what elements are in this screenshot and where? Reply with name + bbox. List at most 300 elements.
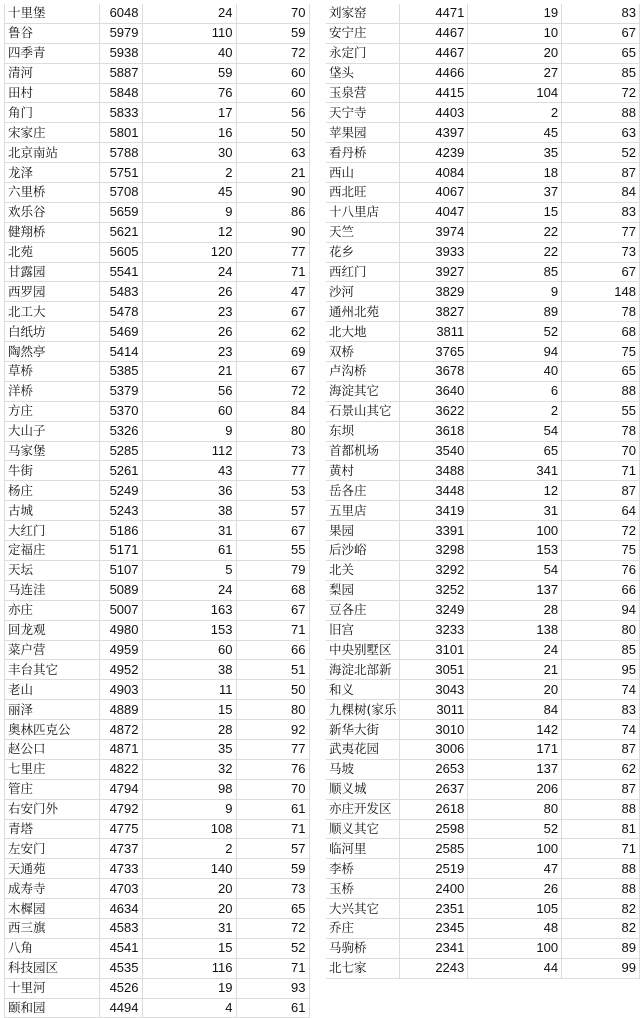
cell-value[interactable]: 3011 [400,700,468,720]
cell-count[interactable]: 108 [142,819,236,839]
cell-district[interactable]: 五里店 [326,501,400,521]
cell-value[interactable]: 4737 [99,839,142,859]
cell-count[interactable]: 85 [468,262,562,282]
cell-value[interactable]: 3540 [400,441,468,461]
cell-value[interactable]: 3419 [400,501,468,521]
cell-days[interactable]: 56 [236,103,309,123]
cell-days[interactable]: 71 [562,839,640,859]
cell-count[interactable]: 76 [142,83,236,103]
cell-count[interactable]: 94 [468,342,562,362]
cell-value[interactable]: 3678 [400,362,468,382]
cell-count[interactable]: 153 [468,541,562,561]
cell-district[interactable]: 奥林匹克公 [5,720,99,740]
cell-days[interactable]: 87 [562,481,640,501]
cell-district[interactable]: 马驹桥 [326,938,400,958]
cell-district[interactable]: 永定门 [326,43,400,63]
cell-count[interactable]: 52 [468,322,562,342]
cell-count[interactable]: 4 [142,998,236,1018]
cell-count[interactable]: 105 [468,899,562,919]
cell-days[interactable]: 61 [236,799,309,819]
cell-value[interactable]: 3622 [400,401,468,421]
cell-district[interactable]: 北七家 [326,958,400,978]
cell-value[interactable]: 4822 [99,759,142,779]
cell-value[interactable]: 4792 [99,799,142,819]
cell-value[interactable]: 4775 [99,819,142,839]
cell-value[interactable]: 3618 [400,421,468,441]
cell-district[interactable]: 中央别墅区 [326,640,400,660]
cell-district[interactable]: 方庄 [5,401,99,421]
cell-days[interactable]: 86 [236,202,309,222]
cell-value[interactable]: 5621 [99,222,142,242]
cell-count[interactable]: 110 [142,23,236,43]
cell-count[interactable]: 6 [468,381,562,401]
cell-count[interactable]: 18 [468,163,562,183]
cell-value[interactable]: 3051 [400,660,468,680]
cell-days[interactable]: 65 [562,43,640,63]
cell-days[interactable]: 53 [236,481,309,501]
cell-days[interactable]: 87 [562,163,640,183]
cell-count[interactable]: 100 [468,521,562,541]
cell-days[interactable]: 59 [236,23,309,43]
cell-district[interactable]: 乔庄 [326,918,400,938]
cell-district[interactable]: 七里庄 [5,759,99,779]
cell-count[interactable]: 100 [468,938,562,958]
cell-value[interactable]: 5605 [99,242,142,262]
cell-district[interactable]: 左安门 [5,839,99,859]
cell-value[interactable]: 2618 [400,799,468,819]
cell-district[interactable]: 十八里店 [326,202,400,222]
cell-district[interactable]: 刘家窑 [326,4,400,23]
cell-value[interactable]: 5089 [99,580,142,600]
cell-days[interactable]: 51 [236,660,309,680]
cell-value[interactable]: 4889 [99,700,142,720]
cell-district[interactable]: 北工大 [5,302,99,322]
cell-days[interactable]: 87 [562,779,640,799]
cell-district[interactable]: 东坝 [326,421,400,441]
cell-district[interactable]: 赵公口 [5,739,99,759]
cell-days[interactable]: 94 [562,600,640,620]
cell-count[interactable]: 43 [142,461,236,481]
cell-district[interactable]: 北大地 [326,322,400,342]
cell-days[interactable]: 60 [236,83,309,103]
cell-days[interactable]: 55 [236,541,309,561]
cell-days[interactable]: 75 [562,342,640,362]
cell-district[interactable]: 十里堡 [5,4,99,23]
cell-value[interactable]: 5107 [99,560,142,580]
cell-count[interactable]: 19 [142,978,236,998]
cell-value[interactable]: 4397 [400,123,468,143]
cell-value[interactable]: 5249 [99,481,142,501]
cell-district[interactable]: 临河里 [326,839,400,859]
cell-district[interactable]: 李桥 [326,859,400,879]
cell-district[interactable]: 首都机场 [326,441,400,461]
cell-count[interactable]: 15 [142,700,236,720]
cell-count[interactable]: 45 [142,183,236,203]
cell-days[interactable]: 77 [236,242,309,262]
cell-days[interactable]: 59 [236,859,309,879]
cell-count[interactable]: 35 [468,143,562,163]
cell-district[interactable]: 田村 [5,83,99,103]
cell-days[interactable]: 79 [236,560,309,580]
cell-count[interactable]: 138 [468,620,562,640]
cell-district[interactable]: 马连洼 [5,580,99,600]
cell-days[interactable]: 89 [562,938,640,958]
cell-district[interactable]: 丰台其它 [5,660,99,680]
cell-district[interactable]: 黄村 [326,461,400,481]
cell-value[interactable]: 4466 [400,63,468,83]
cell-count[interactable]: 153 [142,620,236,640]
cell-district[interactable]: 看丹桥 [326,143,400,163]
cell-days[interactable]: 67 [236,362,309,382]
cell-value[interactable]: 4239 [400,143,468,163]
cell-district[interactable]: 大红门 [5,521,99,541]
cell-district[interactable]: 白纸坊 [5,322,99,342]
cell-district[interactable]: 健翔桥 [5,222,99,242]
cell-days[interactable]: 66 [562,580,640,600]
cell-value[interactable]: 3927 [400,262,468,282]
cell-value[interactable]: 5848 [99,83,142,103]
cell-value[interactable]: 2637 [400,779,468,799]
cell-count[interactable]: 22 [468,222,562,242]
cell-value[interactable]: 5414 [99,342,142,362]
cell-district[interactable]: 顺义城 [326,779,400,799]
cell-days[interactable]: 64 [562,501,640,521]
cell-count[interactable]: 30 [142,143,236,163]
cell-count[interactable]: 28 [142,720,236,740]
cell-days[interactable]: 87 [562,739,640,759]
cell-days[interactable]: 82 [562,899,640,919]
cell-district[interactable]: 菜户营 [5,640,99,660]
cell-value[interactable]: 3448 [400,481,468,501]
cell-value[interactable]: 4494 [99,998,142,1018]
cell-days[interactable]: 83 [562,700,640,720]
cell-value[interactable]: 4467 [400,23,468,43]
cell-value[interactable]: 3765 [400,342,468,362]
cell-value[interactable]: 3010 [400,720,468,740]
cell-value[interactable]: 5171 [99,541,142,561]
cell-days[interactable]: 67 [236,521,309,541]
cell-district[interactable]: 右安门外 [5,799,99,819]
cell-value[interactable]: 3640 [400,381,468,401]
cell-district[interactable]: 清河 [5,63,99,83]
cell-district[interactable]: 老山 [5,680,99,700]
cell-days[interactable]: 50 [236,680,309,700]
cell-district[interactable]: 木樨园 [5,899,99,919]
cell-days[interactable]: 52 [236,938,309,958]
cell-value[interactable]: 2400 [400,879,468,899]
cell-days[interactable]: 68 [562,322,640,342]
cell-district[interactable]: 亦庄 [5,600,99,620]
cell-count[interactable]: 28 [468,600,562,620]
cell-district[interactable]: 四季青 [5,43,99,63]
cell-count[interactable]: 60 [142,640,236,660]
cell-count[interactable]: 15 [142,938,236,958]
cell-district[interactable]: 天坛 [5,560,99,580]
cell-district[interactable]: 成寿寺 [5,879,99,899]
cell-value[interactable]: 3233 [400,620,468,640]
cell-district[interactable]: 马坡 [326,759,400,779]
cell-count[interactable]: 37 [468,183,562,203]
cell-count[interactable]: 15 [468,202,562,222]
cell-count[interactable]: 36 [142,481,236,501]
cell-days[interactable]: 77 [236,739,309,759]
cell-days[interactable]: 52 [562,143,640,163]
cell-days[interactable]: 71 [562,461,640,481]
cell-value[interactable]: 5326 [99,421,142,441]
cell-days[interactable]: 84 [236,401,309,421]
cell-value[interactable]: 5938 [99,43,142,63]
cell-count[interactable]: 9 [142,799,236,819]
cell-value[interactable]: 4471 [400,4,468,23]
cell-value[interactable]: 5708 [99,183,142,203]
cell-district[interactable]: 海淀其它 [326,381,400,401]
cell-value[interactable]: 5483 [99,282,142,302]
cell-value[interactable]: 3249 [400,600,468,620]
cell-days[interactable]: 90 [236,183,309,203]
cell-district[interactable]: 顺义其它 [326,819,400,839]
cell-value[interactable]: 4467 [400,43,468,63]
cell-district[interactable]: 青塔 [5,819,99,839]
cell-count[interactable]: 16 [142,123,236,143]
cell-count[interactable]: 116 [142,958,236,978]
cell-value[interactable]: 5478 [99,302,142,322]
cell-count[interactable]: 89 [468,302,562,322]
cell-district[interactable]: 大兴其它 [326,899,400,919]
cell-count[interactable]: 20 [468,43,562,63]
cell-count[interactable]: 137 [468,580,562,600]
cell-days[interactable]: 61 [236,998,309,1018]
cell-district[interactable]: 天宁寺 [326,103,400,123]
cell-days[interactable]: 74 [562,720,640,740]
cell-days[interactable]: 73 [236,879,309,899]
cell-days[interactable]: 88 [562,381,640,401]
cell-count[interactable]: 52 [468,819,562,839]
cell-count[interactable]: 140 [142,859,236,879]
cell-days[interactable]: 80 [236,700,309,720]
cell-days[interactable]: 71 [236,262,309,282]
cell-district[interactable]: 和义 [326,680,400,700]
cell-value[interactable]: 5385 [99,362,142,382]
cell-district[interactable]: 天通苑 [5,859,99,879]
cell-district[interactable]: 欢乐谷 [5,202,99,222]
cell-value[interactable]: 4794 [99,779,142,799]
cell-days[interactable]: 88 [562,879,640,899]
cell-days[interactable]: 85 [562,63,640,83]
cell-days[interactable]: 62 [236,322,309,342]
cell-value[interactable]: 2585 [400,839,468,859]
cell-days[interactable]: 78 [562,421,640,441]
cell-days[interactable]: 71 [236,819,309,839]
cell-days[interactable]: 70 [236,779,309,799]
cell-value[interactable]: 3488 [400,461,468,481]
cell-count[interactable]: 26 [468,879,562,899]
cell-value[interactable]: 2598 [400,819,468,839]
cell-count[interactable]: 47 [468,859,562,879]
cell-count[interactable]: 21 [468,660,562,680]
cell-days[interactable]: 50 [236,123,309,143]
cell-district[interactable]: 颐和园 [5,998,99,1018]
cell-days[interactable]: 88 [562,859,640,879]
cell-value[interactable]: 4634 [99,899,142,919]
cell-value[interactable]: 3933 [400,242,468,262]
cell-value[interactable]: 2519 [400,859,468,879]
cell-district[interactable]: 梨园 [326,580,400,600]
cell-count[interactable]: 98 [142,779,236,799]
cell-value[interactable]: 5801 [99,123,142,143]
cell-count[interactable]: 5 [142,560,236,580]
cell-count[interactable]: 23 [142,302,236,322]
cell-value[interactable]: 4535 [99,958,142,978]
cell-district[interactable]: 玉桥 [326,879,400,899]
cell-days[interactable]: 83 [562,4,640,23]
cell-value[interactable]: 5659 [99,202,142,222]
cell-count[interactable]: 65 [468,441,562,461]
cell-days[interactable]: 78 [562,302,640,322]
cell-district[interactable]: 苹果园 [326,123,400,143]
cell-value[interactable]: 3391 [400,521,468,541]
cell-count[interactable]: 137 [468,759,562,779]
cell-district[interactable]: 旧宫 [326,620,400,640]
cell-value[interactable]: 4703 [99,879,142,899]
cell-district[interactable]: 牛街 [5,461,99,481]
cell-district[interactable]: 垡头 [326,63,400,83]
cell-value[interactable]: 2351 [400,899,468,919]
cell-district[interactable]: 八角 [5,938,99,958]
cell-value[interactable]: 4959 [99,640,142,660]
cell-value[interactable]: 2345 [400,918,468,938]
cell-days[interactable]: 95 [562,660,640,680]
cell-count[interactable]: 341 [468,461,562,481]
cell-value[interactable]: 3043 [400,680,468,700]
cell-district[interactable]: 玉泉营 [326,83,400,103]
cell-value[interactable]: 3006 [400,739,468,759]
cell-days[interactable]: 80 [562,620,640,640]
cell-count[interactable]: 12 [468,481,562,501]
cell-value[interactable]: 5887 [99,63,142,83]
cell-count[interactable]: 171 [468,739,562,759]
cell-value[interactable]: 3827 [400,302,468,322]
cell-days[interactable]: 77 [562,222,640,242]
cell-value[interactable]: 4733 [99,859,142,879]
cell-count[interactable]: 27 [468,63,562,83]
cell-district[interactable]: 古城 [5,501,99,521]
cell-district[interactable]: 西红门 [326,262,400,282]
cell-days[interactable]: 65 [562,362,640,382]
cell-count[interactable]: 54 [468,421,562,441]
cell-district[interactable]: 北京南站 [5,143,99,163]
cell-value[interactable]: 5379 [99,381,142,401]
cell-count[interactable]: 24 [142,4,236,23]
cell-count[interactable]: 32 [142,759,236,779]
cell-count[interactable]: 23 [142,342,236,362]
cell-value[interactable]: 5186 [99,521,142,541]
cell-count[interactable]: 2 [468,401,562,421]
cell-days[interactable]: 62 [562,759,640,779]
cell-district[interactable]: 北关 [326,560,400,580]
cell-value[interactable]: 6048 [99,4,142,23]
cell-days[interactable]: 65 [236,899,309,919]
cell-days[interactable]: 73 [562,242,640,262]
cell-days[interactable]: 93 [236,978,309,998]
cell-count[interactable]: 9 [468,282,562,302]
cell-district[interactable]: 管庄 [5,779,99,799]
cell-value[interactable]: 4980 [99,620,142,640]
cell-district[interactable]: 科技园区 [5,958,99,978]
cell-value[interactable]: 5243 [99,501,142,521]
cell-days[interactable]: 72 [236,43,309,63]
cell-count[interactable]: 2 [142,163,236,183]
cell-district[interactable]: 后沙峪 [326,541,400,561]
cell-count[interactable]: 40 [468,362,562,382]
cell-value[interactable]: 5979 [99,23,142,43]
cell-count[interactable]: 44 [468,958,562,978]
cell-district[interactable]: 十里河 [5,978,99,998]
cell-count[interactable]: 9 [142,421,236,441]
cell-days[interactable]: 70 [236,4,309,23]
cell-count[interactable]: 80 [468,799,562,819]
cell-district[interactable]: 石景山其它 [326,401,400,421]
cell-district[interactable]: 角门 [5,103,99,123]
cell-days[interactable]: 67 [562,262,640,282]
cell-count[interactable]: 38 [142,660,236,680]
cell-value[interactable]: 3298 [400,541,468,561]
cell-value[interactable]: 5261 [99,461,142,481]
cell-district[interactable]: 天竺 [326,222,400,242]
cell-count[interactable]: 24 [468,640,562,660]
cell-district[interactable]: 沙河 [326,282,400,302]
cell-days[interactable]: 60 [236,63,309,83]
cell-district[interactable]: 西山 [326,163,400,183]
cell-count[interactable]: 22 [468,242,562,262]
cell-district[interactable]: 六里桥 [5,183,99,203]
cell-district[interactable]: 马家堡 [5,441,99,461]
cell-count[interactable]: 11 [142,680,236,700]
cell-district[interactable]: 西北旺 [326,183,400,203]
cell-count[interactable]: 26 [142,282,236,302]
cell-count[interactable]: 26 [142,322,236,342]
cell-days[interactable]: 83 [562,202,640,222]
cell-days[interactable]: 66 [236,640,309,660]
cell-district[interactable]: 北苑 [5,242,99,262]
cell-count[interactable]: 24 [142,580,236,600]
cell-count[interactable]: 48 [468,918,562,938]
cell-value[interactable]: 4903 [99,680,142,700]
cell-days[interactable]: 67 [236,302,309,322]
cell-count[interactable]: 31 [468,501,562,521]
cell-district[interactable]: 大山子 [5,421,99,441]
cell-district[interactable]: 武夷花园 [326,739,400,759]
cell-count[interactable]: 20 [142,879,236,899]
cell-value[interactable]: 5541 [99,262,142,282]
cell-value[interactable]: 4415 [400,83,468,103]
cell-value[interactable]: 3252 [400,580,468,600]
cell-days[interactable]: 90 [236,222,309,242]
cell-count[interactable]: 9 [142,202,236,222]
cell-count[interactable]: 54 [468,560,562,580]
cell-district[interactable]: 海淀北部新 [326,660,400,680]
cell-days[interactable]: 75 [562,541,640,561]
cell-count[interactable]: 2 [142,839,236,859]
cell-value[interactable]: 5788 [99,143,142,163]
cell-district[interactable]: 甘露园 [5,262,99,282]
cell-district[interactable]: 宋家庄 [5,123,99,143]
cell-value[interactable]: 5370 [99,401,142,421]
cell-district[interactable]: 九棵树(家乐 [326,700,400,720]
cell-district[interactable]: 西罗园 [5,282,99,302]
cell-district[interactable]: 通州北苑 [326,302,400,322]
cell-district[interactable]: 双桥 [326,342,400,362]
cell-value[interactable]: 3974 [400,222,468,242]
